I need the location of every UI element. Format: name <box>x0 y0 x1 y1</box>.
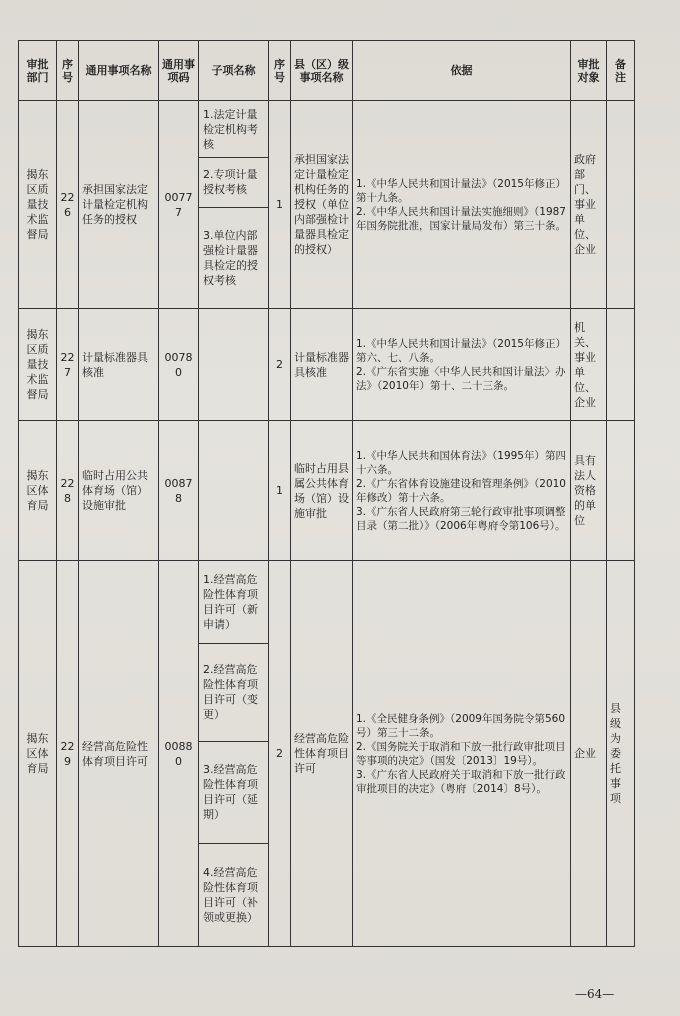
general-name-cell: 计量标准器具核准 <box>79 309 159 421</box>
basis-line: 2.《广东省体育设施建设和管理条例》（2010年修改）第十六条。 <box>356 477 566 504</box>
table-row <box>19 101 635 309</box>
table-header-row <box>19 41 635 101</box>
sub-seq-cell: 1 <box>269 101 291 309</box>
sub-seq-cell: 2 <box>269 309 291 421</box>
remark-cell <box>607 101 635 309</box>
seq-cell: 227 <box>57 309 79 421</box>
basis-line: 1.《中华人民共和国体育法》（1995年）第四十六条。 <box>356 449 566 476</box>
header-sub-seq: 序号 <box>269 41 291 101</box>
remark-cell <box>607 309 635 421</box>
header-general-code: 通用事项码 <box>159 41 199 101</box>
target-cell: 企业 <box>571 561 607 947</box>
remark-cell <box>607 421 635 561</box>
sub-item: 1.法定计量检定机构考核 <box>199 102 268 158</box>
basis-cell <box>353 101 571 309</box>
general-name-cell: 经营高危险性体育项目许可 <box>79 561 159 947</box>
dept-cell: 揭东区体育局 <box>19 561 57 947</box>
sub-items-cell <box>199 561 269 947</box>
sub-seq-cell: 2 <box>269 561 291 947</box>
county-name-cell: 经营高危险性体育项目许可 <box>291 561 353 947</box>
target-cell: 具有法人资格的单位 <box>571 421 607 561</box>
header-seq: 序号 <box>57 41 79 101</box>
remark-cell: 县级为委托事项 <box>607 561 635 947</box>
sub-seq-cell: 1 <box>269 421 291 561</box>
dept-cell: 揭东区体育局 <box>19 421 57 561</box>
basis-cell <box>353 309 571 421</box>
header-remark: 备注 <box>607 41 635 101</box>
table-row <box>19 561 635 947</box>
header-general-name: 通用事项名称 <box>79 41 159 101</box>
code-cell: 00777 <box>159 101 199 309</box>
county-name-cell: 临时占用县属公共体育场（馆）设施审批 <box>291 421 353 561</box>
sub-items-cell <box>199 101 269 309</box>
seq-cell: 229 <box>57 561 79 947</box>
county-name-cell: 承担国家法定计量检定机构任务的授权（单位内部强检计量器具检定的授权） <box>291 101 353 309</box>
target-cell: 政府部门、事业单位、企业 <box>571 101 607 309</box>
sub-item: 3.经营高危险性体育项目许可（延期） <box>199 742 268 844</box>
basis-line: 2.《广东省实施〈中华人民共和国计量法〉办法》（2010年）第十、二十三条。 <box>356 365 566 392</box>
general-name-cell: 承担国家法定计量检定机构任务的授权 <box>79 101 159 309</box>
basis-line: 2.《国务院关于取消和下放一批行政审批项目等事项的决定》（国发〔2013〕19号）。 <box>356 740 566 767</box>
sub-item: 2.经营高危险性体育项目许可（变更） <box>199 644 268 742</box>
code-cell: 00780 <box>159 309 199 421</box>
header-dept: 审批部门 <box>19 41 57 101</box>
dept-cell: 揭东区质量技术监督局 <box>19 309 57 421</box>
dept-cell: 揭东区质量技术监督局 <box>19 101 57 309</box>
code-cell: 00878 <box>159 421 199 561</box>
seq-cell: 228 <box>57 421 79 561</box>
sub-item: 3.单位内部强检计量器具检定的授权考核 <box>203 228 258 287</box>
county-name-cell: 计量标准器具核准 <box>291 309 353 421</box>
header-basis: 依据 <box>353 41 571 101</box>
sub-items-cell <box>199 309 269 421</box>
basis-line: 1.《中华人民共和国计量法》（2015年修正）第六、七、八条。 <box>356 337 566 364</box>
seq-cell: 226 <box>57 101 79 309</box>
approval-items-table <box>18 40 635 947</box>
basis-cell <box>353 561 571 947</box>
sub-item: 2.专项计量授权考核 <box>199 158 268 208</box>
basis-line: 1.《中华人民共和国计量法》（2015年修正）第十九条。 <box>356 177 566 204</box>
header-sub-name: 子项名称 <box>199 41 269 101</box>
sub-item: 4.经营高危险性体育项目许可（补领或更换） <box>203 865 258 924</box>
table-row <box>19 421 635 561</box>
table-row <box>19 309 635 421</box>
basis-line: 2.《中华人民共和国计量法实施细则》（1987年国务院批准，国家计量局发布）第三十条。 <box>356 205 566 232</box>
general-name-cell: 临时占用公共体育场（馆）设施审批 <box>79 421 159 561</box>
sub-items-cell <box>199 421 269 561</box>
header-target: 审批对象 <box>571 41 607 101</box>
code-cell: 00880 <box>159 561 199 947</box>
target-cell: 机关、事业单位、企业 <box>571 309 607 421</box>
basis-line: 3.《广东省人民政府关于取消和下放一批行政审批项目的决定》（粤府〔2014〕8号）。 <box>356 768 566 795</box>
sub-item: 1.经营高危险性体育项目许可（新申请） <box>199 562 268 644</box>
basis-cell <box>353 421 571 561</box>
basis-line: 1.《全民健身条例》（2009年国务院令第560号）第三十二条。 <box>356 712 566 739</box>
page-number: —64— <box>575 987 615 1001</box>
basis-line: 3.《广东省人民政府第三轮行政审批事项调整目录（第二批）》（2006年粤府令第106号）。 <box>356 505 566 532</box>
header-county-name: 县（区）级事项名称 <box>291 41 353 101</box>
